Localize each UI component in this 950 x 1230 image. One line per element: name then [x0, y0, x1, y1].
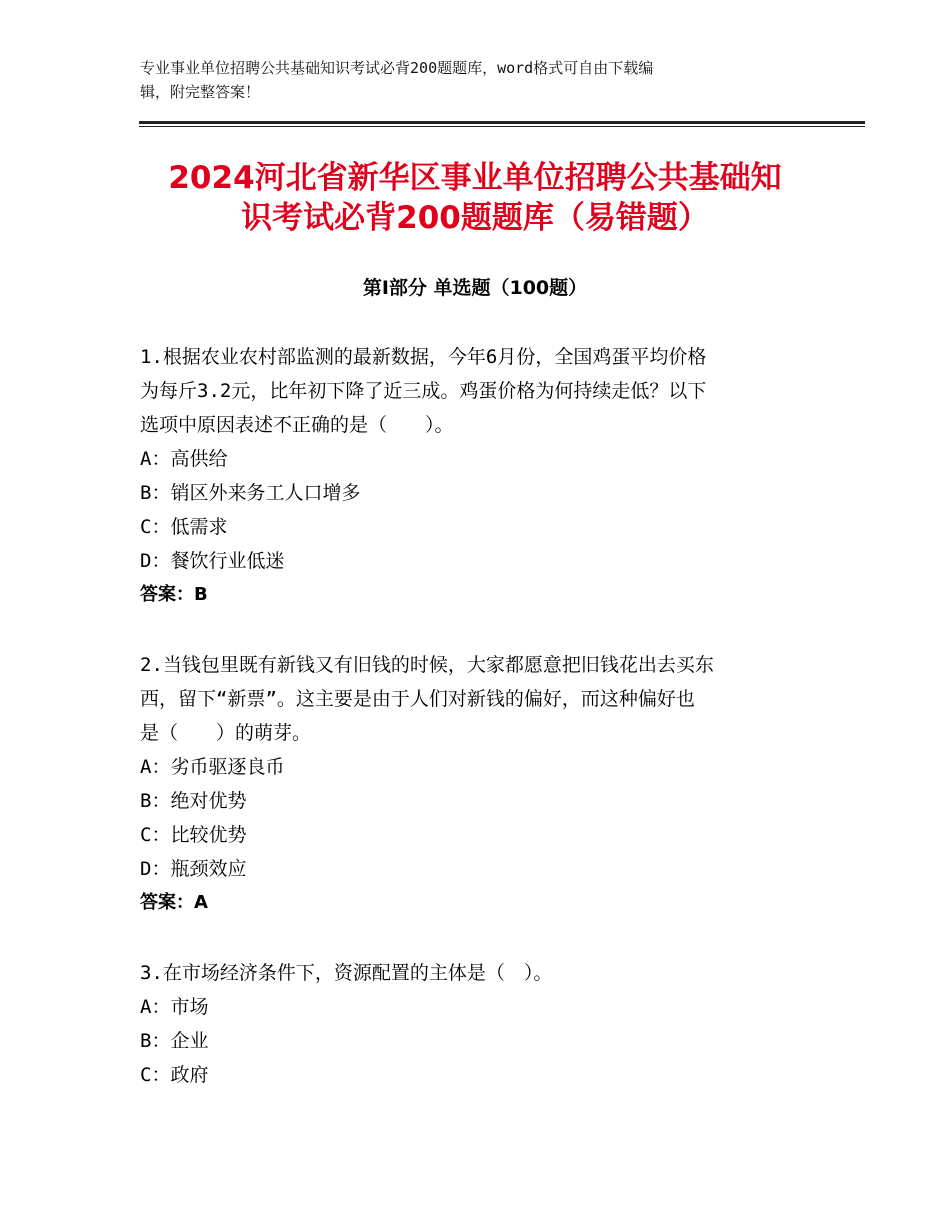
question-1 [140, 340, 800, 612]
stem-line: 为每斤3.2元，比年初下降了近三成。鸡蛋价格为何持续走低？以下 [140, 380, 707, 402]
question-3 [140, 956, 800, 1092]
section-heading: 第Ⅰ部分 单选题（100题） [362, 277, 588, 299]
stem-line: 2.当钱包里既有新钱又有旧钱的时候，大家都愿意把旧钱花出去买东 [140, 654, 714, 676]
stem-line: 是（ ）的萌芽。 [140, 722, 312, 744]
header-divider-thin [139, 126, 865, 127]
header-note-line: 辑，附完整答案！ [140, 83, 261, 101]
header-divider-thick [139, 121, 865, 124]
option-a: A：劣币驱逐良币 [140, 756, 285, 778]
stem-line: 3.在市场经济条件下，资源配置的主体是（ ）。 [140, 962, 553, 984]
answer-line: 答案：B [140, 584, 208, 605]
stem-line: 选项中原因表述不正确的是（ ）。 [140, 414, 454, 436]
option-d: D：餐饮行业低迷 [140, 550, 285, 572]
option-a: A：高供给 [140, 448, 228, 470]
option-list [140, 990, 800, 1092]
option-a: A：市场 [140, 996, 209, 1018]
question-stem [140, 648, 800, 750]
header-note-line: 专业事业单位招聘公共基础知识考试必背200题题库，word格式可自由下载编 [140, 59, 654, 77]
question-2 [140, 648, 800, 920]
option-c: C：低需求 [140, 516, 228, 538]
answer-line: 答案：A [140, 892, 208, 913]
option-list [140, 442, 800, 578]
option-list [140, 750, 800, 886]
option-b: B：绝对优势 [140, 790, 247, 812]
option-b: B：企业 [140, 1030, 209, 1052]
option-c: C：比较优势 [140, 824, 247, 846]
title-line: 2024河北省新华区事业单位招聘公共基础知 [168, 160, 782, 196]
header-note [140, 56, 790, 104]
option-c: C：政府 [140, 1064, 209, 1086]
document-title [120, 158, 830, 238]
question-stem [140, 956, 800, 990]
stem-line: 西，留下“新票”。这主要是由于人们对新钱的偏好，而这种偏好也 [140, 688, 695, 710]
option-d: D：瓶颈效应 [140, 858, 247, 880]
question-stem [140, 340, 800, 442]
stem-line: 1.根据农业农村部监测的最新数据，今年6月份，全国鸡蛋平均价格 [140, 346, 707, 368]
option-b: B：销区外来务工人口增多 [140, 482, 361, 504]
title-line: 识考试必背200题题库（易错题） [241, 200, 709, 236]
question-list [140, 340, 800, 1128]
